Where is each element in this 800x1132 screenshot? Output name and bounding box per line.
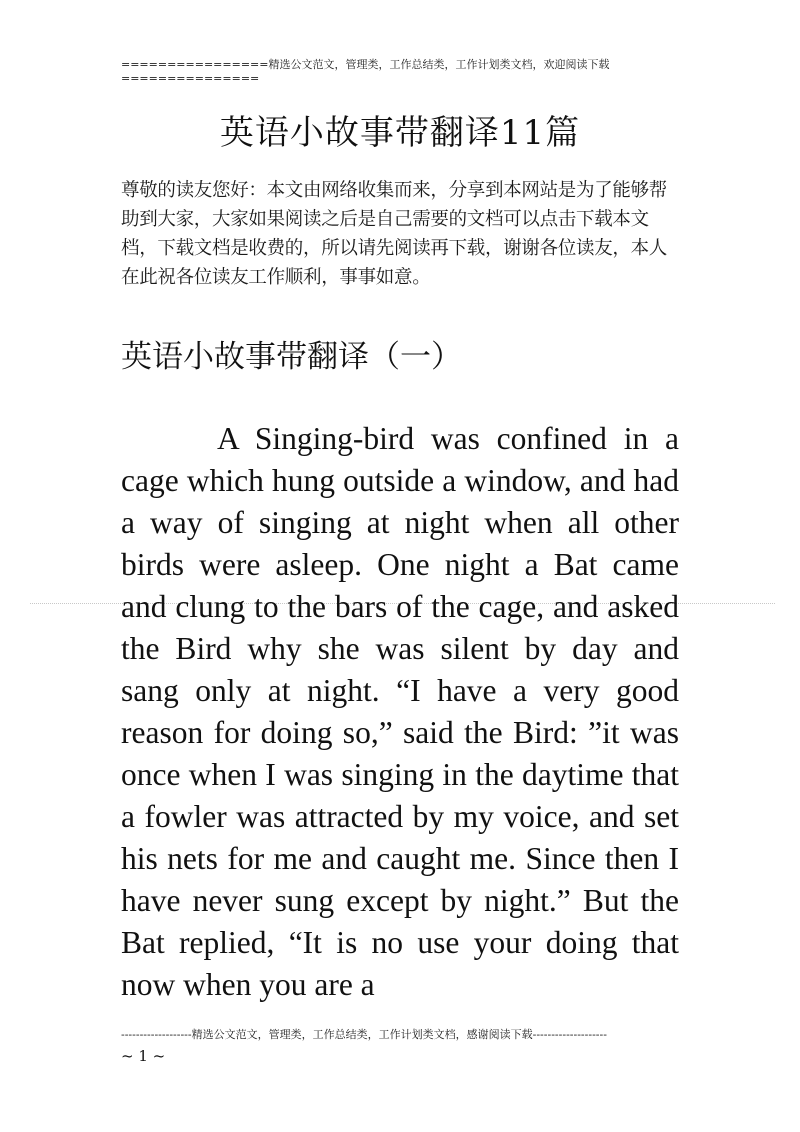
page-number: ~ 1 ~ — [121, 1047, 166, 1065]
story-paragraph: A Singing-bird was confined in a cage which hung outside a window, and had a way of singing at night when all other birds were asleep. One night a Bat came and clung to the bars of the cage, and asked the Bird why she was silent by day and sang only at night. “I have a very good reason for doing so,” said the Bird: ”it was once when I was singing in the daytime that a fowler was attracted by my voice, and set his nets for me and caught me. Since then I have never sung except by night.” But the Bat replied, “It is no use your doing that now when you are a — [121, 421, 679, 1002]
footer-note: -------------------精选公文范文，管理类，工作总结类，工作计划类文档，感谢阅读下载-------------------- — [121, 1028, 607, 1041]
intro-paragraph: 尊敬的读友您好：本文由网络收集而来，分享到本网站是为了能够帮助到大家，大家如果阅读之后是自己需要的文档可以点击下载本文档，下载文档是收费的，所以请先阅读再下载，谢谢各位读友，本人在此祝各位读友工作顺利，事事如意。 — [121, 180, 668, 288]
header-note-line1: ================精选公文范文，管理类，工作总结类，工作计划类文档，欢迎阅读下载 — [121, 58, 610, 71]
section-heading: 英语小故事带翻译（一） — [121, 339, 462, 375]
header-note-line2: =============== — [121, 72, 260, 85]
header-note — [121, 58, 681, 86]
document-title: 英语小故事带翻译11篇 — [219, 113, 581, 153]
